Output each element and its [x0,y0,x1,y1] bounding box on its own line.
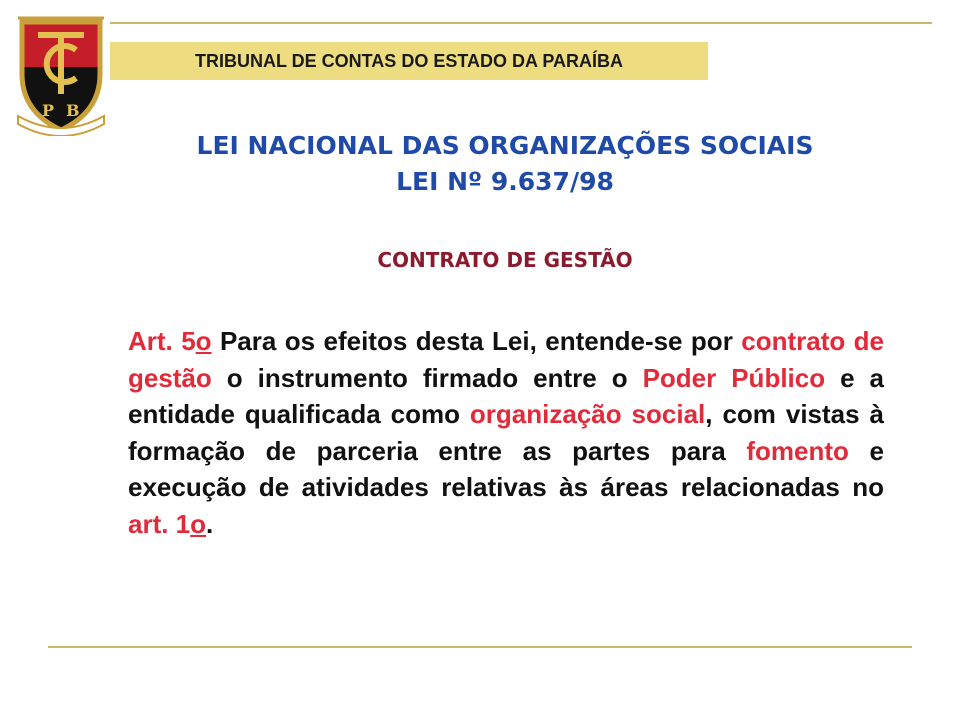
highlighted-term: fomento [746,435,849,466]
header-banner: TRIBUNAL DE CONTAS DO ESTADO DA PARAÍBA [110,42,708,80]
article-paragraph [128,323,884,542]
bottom-divider [48,646,912,648]
article-text: e a entidade qualificada como [128,362,884,429]
highlighted-term: o [190,508,207,539]
svg-text:B: B [66,101,80,120]
highlighted-term: o [195,326,212,356]
highlighted-term: contrato de gestão [128,326,884,393]
article-text: Para os efeitos desta Lei, entende-se por [211,326,742,356]
article-text: . [206,508,214,539]
section-subtitle: CONTRATO DE GESTÃO [377,248,633,272]
title-line-2: LEI Nº 9.637/98 [396,166,614,196]
tce-pb-crest-icon [14,12,108,136]
article-text: o instrumento firmado entre o [211,362,643,393]
svg-text:P: P [42,101,55,120]
highlighted-term: organização social [469,399,706,429]
article-text: , com vistas à formação de parceria entre as partes para [128,399,884,466]
top-divider [110,22,932,24]
article-text: e execução de atividades relativas às áreas relacionadas no [128,435,884,502]
page-title [110,128,900,199]
highlighted-term: Poder Público [642,362,826,393]
title-line-1: LEI NACIONAL DAS ORGANIZAÇÕES SOCIAIS [196,131,814,160]
highlighted-term: Art. 5 [128,326,196,356]
highlighted-term: art. 1 [128,508,191,539]
